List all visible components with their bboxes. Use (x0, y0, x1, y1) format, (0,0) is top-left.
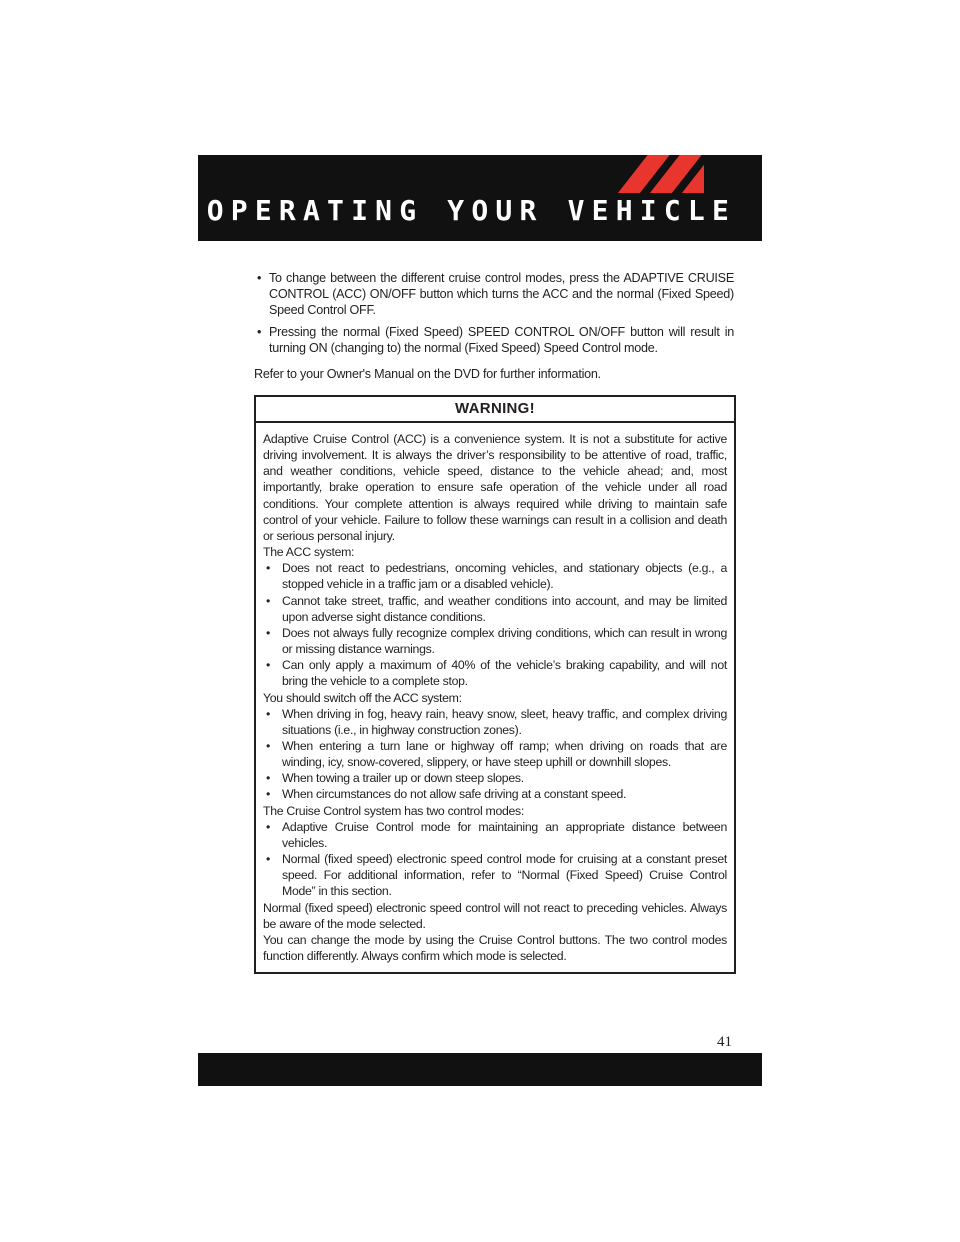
bullet-icon: • (266, 738, 271, 753)
normal-mode-paragraph: Normal (fixed speed) electronic speed control will not react to preceding vehicles. Always be aware of the mode selected. (263, 900, 727, 931)
list-item: • Cannot take street, traffic, and weather conditions into account, and may be limited upon adverse sight distance conditions. (266, 593, 727, 624)
intro-paragraph: Refer to your Owner's Manual on the DVD for further information. (254, 367, 601, 381)
intro-bullet-list (254, 270, 734, 361)
warning-paragraph: Adaptive Cruise Control (ACC) is a convenience system. It is not a substitute for active driving involvement. It is always the driver’s responsibility to be attentive of road, traffic, and weather conditions, vehicle speed, distance to the vehicle ahead; and, most importantly, brake operation to ensure safe operation of the vehicle under all road conditions. Your complete attention is always required while driving to maintain safe control of your vehicle. Failure to follow these warnings can result in a collision and death or serious personal injury. (263, 432, 727, 543)
list-item: • When entering a turn lane or highway off ramp; when driving on roads that are winding, icy, snow-covered, slippery, or have steep uphill or downhill slopes. (266, 738, 727, 770)
modes-heading: The Cruise Control system has two control modes: (263, 803, 525, 818)
list-item: • Does not react to pedestrians, oncoming vehicles, and stationary objects (e.g., a stopped vehicle in a traffic jam or a disabled vehicle). (266, 561, 727, 592)
bullet-icon: • (266, 593, 271, 608)
warning-box (254, 395, 736, 974)
page-number: 41 (717, 1034, 732, 1050)
list-item: • Can only apply a maximum of 40% of the vehicle’s braking capability, and will not bring the vehicle to a complete stop. (266, 658, 727, 689)
bullet-icon: • (266, 852, 271, 867)
bullet-icon: • (266, 771, 271, 786)
warning-content (256, 423, 734, 964)
list-item: • Adaptive Cruise Control mode for maintaining an appropriate distance between vehicles. (266, 819, 727, 850)
bullet-icon: • (266, 658, 271, 673)
bullet-icon: • (257, 271, 262, 285)
list-item: • Does not always fully recognize complex driving conditions, which can result in wrong or missing distance warnings. (266, 625, 727, 657)
bullet-icon: • (266, 561, 271, 576)
bullet-icon: • (266, 625, 271, 640)
warning-title: WARNING! (256, 397, 734, 423)
acc-heading: The ACC system: (263, 545, 355, 560)
list-item: • When circumstances do not allow safe driving at a constant speed. (266, 787, 627, 802)
list-item: • Pressing the normal (Fixed Speed) SPEED CONTROL ON/OFF button will result in turning ON (changing to) the normal (Fixed Speed) Speed Control mode. (257, 324, 734, 355)
list-item: • When towing a trailer up or down steep slopes. (266, 771, 524, 786)
change-mode-paragraph: You can change the mode by using the Cruise Control buttons. The two control modes function differently. Always confirm which mode is selected. (263, 932, 727, 963)
section-header-text-layer (198, 155, 762, 241)
list-item: • To change between the different cruise control modes, press the ADAPTIVE CRUISE CONTROL (ACC) ON/OFF button which turns the ACC and the normal (Fixed Speed) Speed Control OFF. (257, 271, 734, 318)
list-item: • Normal (fixed speed) electronic speed control mode for cruising at a constant preset speed. For additional information, refer to “Normal (Fixed Speed) Cruise Control Mode” in this section. (266, 852, 727, 899)
list-item: • When driving in fog, heavy rain, heavy snow, sleet, heavy traffic, and complex driving situations (i.e., in highway construction zones). (266, 706, 727, 737)
section-title: OPERATING YOUR VEHICLE (206, 194, 736, 227)
bullet-icon: • (266, 819, 271, 834)
bullet-icon: • (266, 706, 271, 721)
switch-off-heading: You should switch off the ACC system: (263, 690, 462, 705)
bullet-icon: • (257, 324, 262, 339)
footer-bar (198, 1053, 762, 1086)
bullet-icon: • (266, 787, 271, 802)
